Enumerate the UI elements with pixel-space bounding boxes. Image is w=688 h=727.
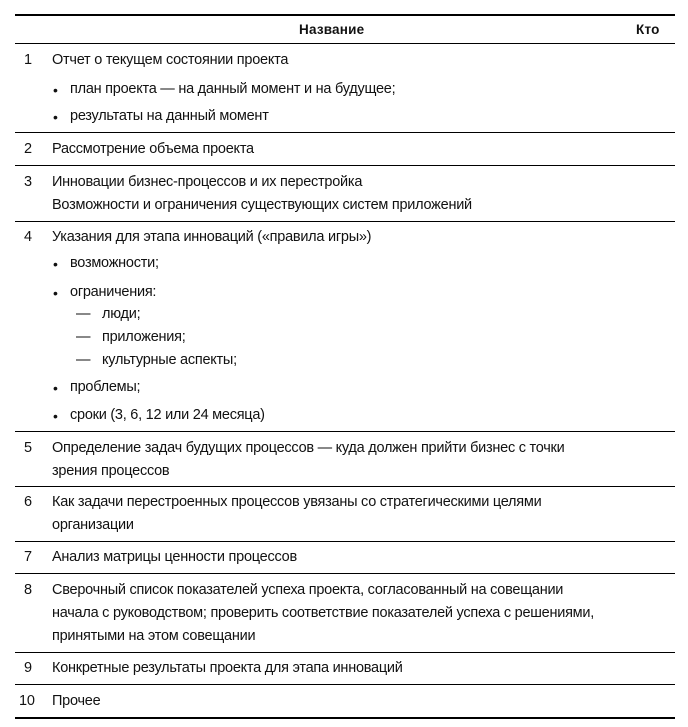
bullet-icon: • — [53, 256, 58, 272]
row-divider — [15, 132, 675, 133]
row-divider — [15, 165, 675, 166]
bullet-text: результаты на данный момент — [70, 108, 269, 124]
row-number: 5 — [24, 440, 32, 456]
bullet-icon: • — [53, 408, 58, 424]
sub-item-text: приложения; — [102, 329, 186, 345]
row-divider — [15, 541, 675, 542]
header-who: Кто — [636, 22, 660, 37]
row-divider — [15, 221, 675, 222]
bullet-icon: • — [53, 109, 58, 125]
row-title: Прочее — [52, 693, 101, 709]
dash-icon: — — [76, 329, 91, 345]
row-number: 2 — [24, 141, 32, 157]
row-divider — [15, 486, 675, 487]
row-number: 9 — [24, 660, 32, 676]
bullet-icon: • — [53, 380, 58, 396]
bullet-text: ограничения: — [70, 284, 157, 300]
row-number: 8 — [24, 582, 32, 598]
bullet-text: сроки (3, 6, 12 или 24 месяца) — [70, 407, 265, 423]
row-line: зрения процессов — [52, 463, 170, 479]
row-number: 10 — [19, 693, 35, 709]
table-bottom-rule — [15, 717, 675, 719]
bullet-text: проблемы; — [70, 379, 141, 395]
row-line: Инновации бизнес-процессов и их перестройка — [52, 174, 363, 190]
row-line: Определение задач будущих процессов — куда должен прийти бизнес с точки — [52, 440, 565, 456]
row-line: начала с руководством; проверить соответствие показателей успеха с решениями, — [52, 605, 595, 621]
sub-item-text: люди; — [102, 306, 141, 322]
row-number: 7 — [24, 549, 32, 565]
row-line: Как задачи перестроенных процессов увязаны со стратегическими целями — [52, 494, 542, 510]
row-number: 4 — [24, 229, 32, 245]
row-title: Анализ матрицы ценности процессов — [52, 549, 297, 565]
row-title: Отчет о текущем состоянии проекта — [52, 52, 289, 68]
row-divider — [15, 431, 675, 432]
bullet-text: план проекта — на данный момент и на будущее; — [70, 81, 396, 97]
row-title: Конкретные результаты проекта для этапа инноваций — [52, 660, 403, 676]
row-number: 6 — [24, 494, 32, 510]
bullet-text: возможности; — [70, 255, 159, 271]
row-divider — [15, 684, 675, 685]
row-divider — [15, 652, 675, 653]
header-name: Название — [299, 22, 365, 37]
row-divider — [15, 573, 675, 574]
row-line: Возможности и ограничения существующих систем приложений — [52, 197, 472, 213]
row-title: Указания для этапа инноваций («правила игры») — [52, 229, 372, 245]
row-line: принятыми на этом совещании — [52, 628, 256, 644]
dash-icon: — — [76, 306, 91, 322]
row-line: организации — [52, 517, 134, 533]
dash-icon: — — [76, 352, 91, 368]
row-number: 1 — [24, 52, 32, 68]
row-title: Рассмотрение объема проекта — [52, 141, 254, 157]
row-number: 3 — [24, 174, 32, 190]
bullet-icon: • — [53, 285, 58, 301]
row-line: Сверочный список показателей успеха проекта, согласованный на совещании — [52, 582, 564, 598]
table-top-rule — [15, 14, 675, 16]
bullet-icon: • — [53, 82, 58, 98]
header-rule — [15, 43, 675, 44]
sub-item-text: культурные аспекты; — [102, 352, 237, 368]
